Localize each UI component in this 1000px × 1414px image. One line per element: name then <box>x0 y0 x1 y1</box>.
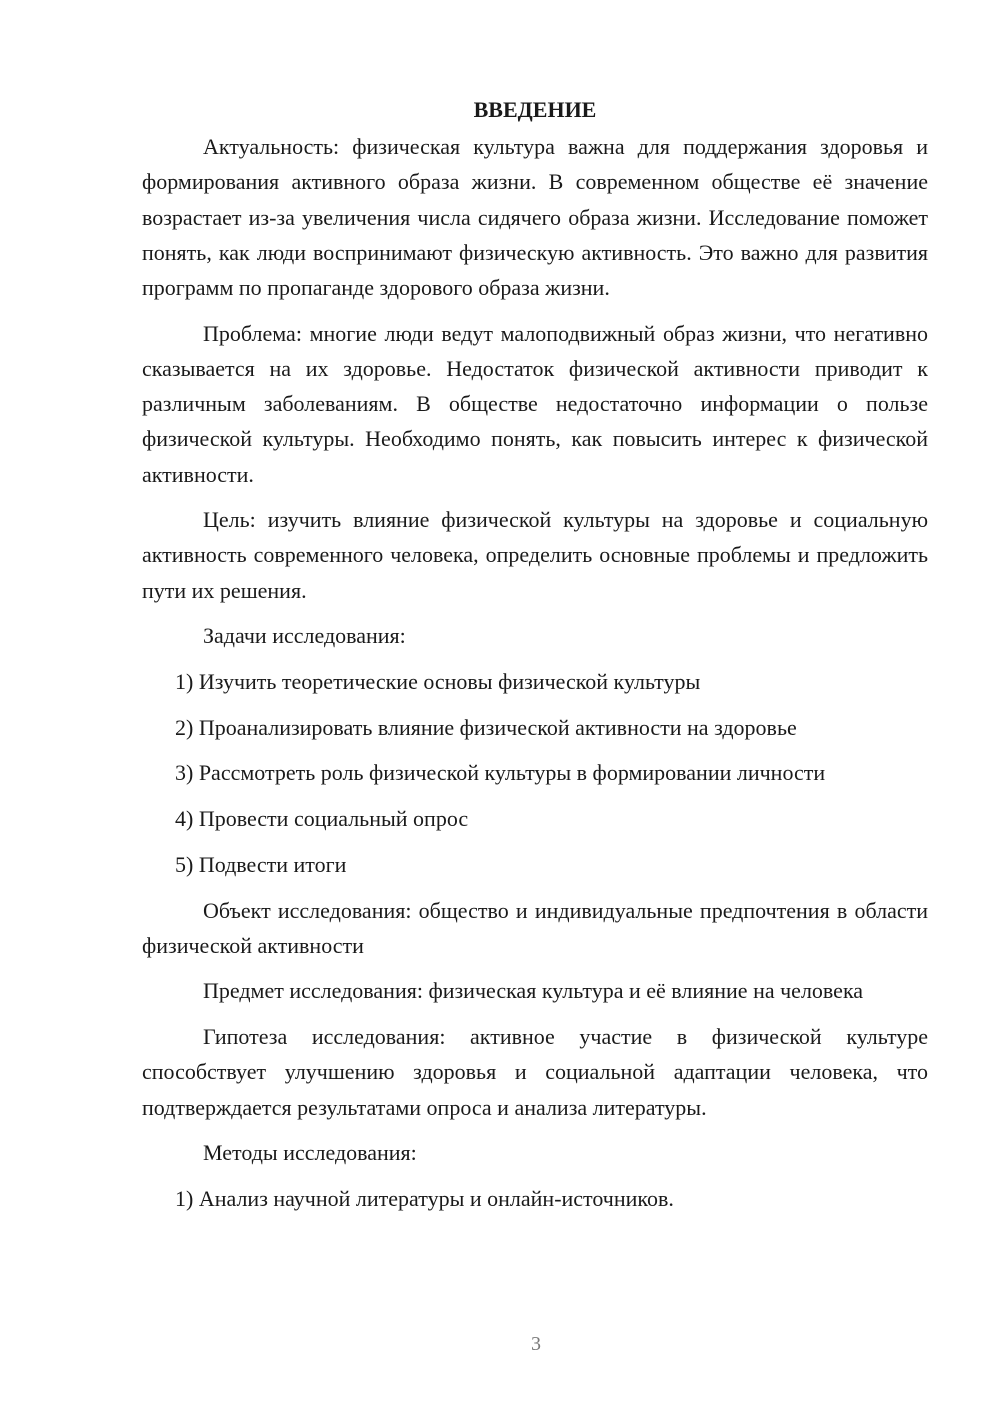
paragraph-subject: Предмет исследования: физическая культура и её влияние на человека <box>203 978 864 1004</box>
list-item: 1) Анализ научной литературы и онлайн-источников. <box>175 1185 674 1211</box>
tasks-list <box>142 664 928 882</box>
methods-list <box>142 1181 928 1216</box>
methods-label: Методы исследования: <box>203 1140 417 1166</box>
section-heading: ВВЕДЕНИЕ <box>473 97 597 122</box>
page-number: 3 <box>531 1333 541 1355</box>
list-item: 4) Провести социальный опрос <box>175 806 469 832</box>
paragraph-problem: Проблема: многие люди ведут малоподвижный образ жизни, что негативно сказывается на их здоровье. Недостаток физической активности приводит к различным заболеваниям. В обществе недостаточно информации о пользе физической культуры. Необходимо понять, как повысить интерес к физической активности. <box>142 320 928 487</box>
list-item: 1) Изучить теоретические основы физической культуры <box>175 669 701 695</box>
document-page <box>142 92 928 1227</box>
list-item: 5) Подвести итоги <box>175 851 347 877</box>
paragraph-goal: Цель: изучить влияние физической культуры на здоровье и социальную активность современного человека, определить основные проблемы и предложить пути их решения. <box>142 507 928 603</box>
list-item: 2) Проанализировать влияние физической активности на здоровье <box>175 714 797 740</box>
paragraph-hypothesis: Гипотеза исследования: активное участие в физической культуре способствует улучшению здоровья и социальной адаптации человека, что подтверждается результатами опроса и анализа литературы. <box>142 1024 928 1120</box>
list-item: 3) Рассмотреть роль физической культуры в формировании личности <box>175 760 826 786</box>
tasks-label: Задачи исследования: <box>203 623 406 649</box>
paragraph-object: Объект исследования: общество и индивидуальные предпочтения в области физической активности <box>142 897 928 958</box>
paragraph-relevance: Актуальность: физическая культура важна для поддержания здоровья и формирования активного образа жизни. В современном обществе её значение возрастает из-за увеличения числа сидячего образа жизни. Исследование поможет понять, как люди воспринимают физическую активность. Это важно для развития программ по пропаганде здорового образа жизни. <box>142 134 928 301</box>
